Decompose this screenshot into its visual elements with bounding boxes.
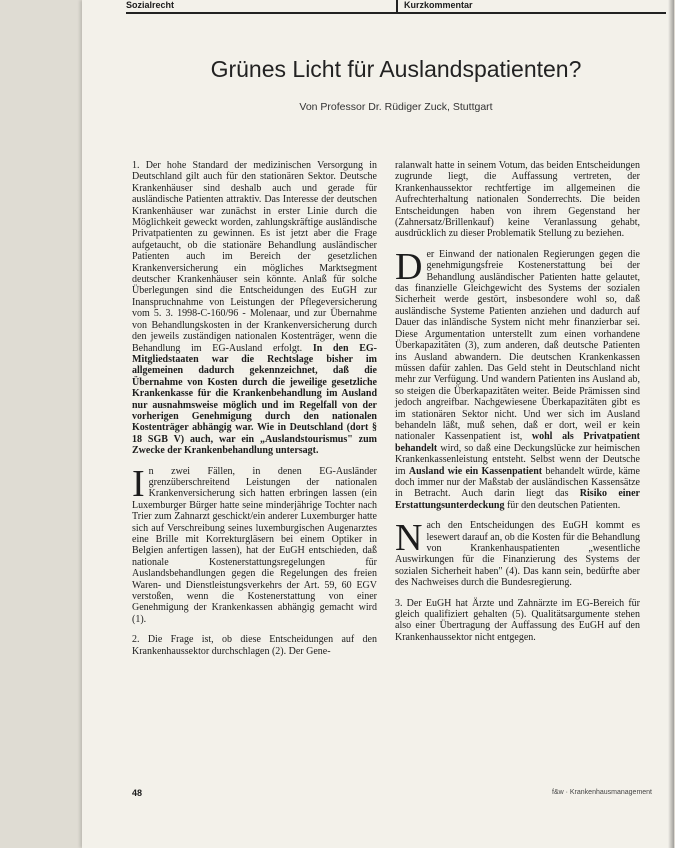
right-paragraph-4-text: 3. Der EuGH hat Ärzte und Zahnärzte im EG-Bereich für gleich qualifiziert gehalten (5). Qualitätsargumente stehen also einer Übertragung der Auffassung des EuGH auf den Krankenhaussektor nicht entgegen. bbox=[395, 597, 640, 643]
right-column bbox=[395, 160, 640, 652]
right-paragraph-2 bbox=[395, 245, 641, 511]
page-edge-shadow bbox=[668, 0, 674, 848]
left-dropcap: I bbox=[132, 462, 145, 505]
article-title: Grünes Licht für Auslandspatienten? bbox=[210, 56, 582, 82]
right-paragraph-2-bold-2: Ausland wie ein Kassenpatient bbox=[408, 465, 543, 477]
left-paragraph-3 bbox=[132, 634, 377, 657]
right-dropcap-d: D bbox=[395, 245, 423, 288]
page-number: 48 bbox=[132, 788, 143, 798]
running-header bbox=[126, 2, 666, 14]
right-paragraph-3 bbox=[395, 517, 640, 589]
right-paragraph-2-end: behandelt würde, käme doch immer nur der Maßstab der ausländischen Kassensätze in Betracht. Auch darin liegt das bbox=[395, 465, 640, 500]
right-paragraph-1 bbox=[395, 160, 640, 240]
page-sheet bbox=[82, 0, 674, 848]
right-paragraph-4 bbox=[395, 598, 640, 644]
left-paragraph-3-text: 2. Die Frage ist, ob diese Entscheidungen auf den Krankenhaussektor durchschlagen (2). Der Gene- bbox=[132, 634, 377, 657]
left-column bbox=[132, 160, 377, 666]
right-paragraph-3-text: ach den Entscheidungen des EuGH kommt es lesewert darauf an, ob die Kosten für die Behandlung von Krankenhauspatienten „wesentliche Auswirkungen für die Finanzierung des Systems der sozialen Sicherheit haben" (4). Das kann sein, bedürfte aber des Nachweises durch die Bundesregierung. bbox=[395, 520, 640, 589]
left-paragraph-2 bbox=[132, 462, 377, 626]
right-paragraph-2-bold-1: wohl als Privatpatient behandelt bbox=[395, 431, 641, 454]
header-section-right: Kurzkommentar bbox=[404, 0, 473, 10]
left-paragraph-2-text: n zwei Fällen, in denen EG-Ausländer grenzüberschreitend Leistungen der nationalen Krankenversicherung sich hatten erbringen lassen (ein Luxemburger Bürger hatte seine minderjährige Tochter nach Trier zum Zahnarzt geschickt/ein anderer Luxemburger hatte sich auf Verschreibung seines luxemburgischen Augenarztes eine Brille mit Korrekturgläsern bei einem Optiker in Belgien anfertigen lassen), hat der EuGH entschieden, daß nationale Kostenerstattungsregelungen für Auslandsbehandlungen gegen die Regelungen des freien Waren- und Dienstleistungsverkehrs der Art. 59, 60 EGV verstoßen, wenn die Kostenerstattung von einer Genehmigung der Krankenkassen abhängig gemacht wird (1). bbox=[132, 465, 377, 625]
right-paragraph-2-tail: für den deutschen Patienten. bbox=[506, 499, 621, 511]
left-paragraph-1-text: 1. Der hohe Standard der medizinischen Versorgung in Deutschland gilt auch für den stationären Sektor. Deutsche Krankenhäuser sind deshalb auch und gerade für ausländische Patienten attraktiv. Das Interesse der deutschen Krankenhäuser war zunächst in erster Linie durch die Möglichkeit geweckt worden, zahlungskräftige ausländische Privatpatienten zu gewinnen. Es ist jetzt aber die Frage aufgetaucht, ob die stationäre Behandlung ausländischer Patienten auch im Bereich der gesetzlichen Krankenversicherung ein mögliches Marktsegment deutscher Krankenhäuser sein könnte. Anlaß für solche Überlegungen sind die Entscheidungen des EuGH zur Inanspruchnahme von Leistungen der Pflegeversicherung vom 5. 3. 1998-C-160/96 - Molenaar, und zur Übernahme von Behandlungskosten in der Krankenversicherung durch den jeweils zuständigen nationalen Kostenträger, wenn die Behandlung im EG-Ausland erfolgt. bbox=[132, 160, 377, 354]
article-byline: Von Professor Dr. Rüdiger Zuck, Stuttgart bbox=[299, 101, 493, 113]
left-paragraph-1 bbox=[132, 160, 377, 457]
left-paragraph-1-bold: In den EG-Mitgliedstaaten war die Rechtslage bisher im allgemeinen dadurch gekennzeichnet, daß die Übernahme von Kosten durch die jeweilige gesetzliche Krankenkasse für die Krankenbehandlung im Ausland nur ausnahmsweise möglich und im Regelfall von der vorherigen Genehmigung durch den nationalen Kostenträger abhängig war. Wie in Deutschland (dort § 18 SGB V) auch, war ein „Auslandstourismus" zum Zwecke der Krankenbehandlung untersagt. bbox=[132, 342, 378, 457]
header-divider bbox=[396, 0, 398, 12]
right-paragraph-2-bold-3: Risiko einer Erstattungsunterdeckung bbox=[395, 488, 640, 511]
header-section-left: Sozialrecht bbox=[126, 0, 175, 10]
right-paragraph-2-mid: wird, so daß eine Deckungslücke zur heimischen Krankenkassenleistung entsteht. Selbst wenn der Deutsche im bbox=[395, 442, 640, 477]
right-paragraph-2-text: er Einwand der nationalen Regierungen gegen die genehmigungsfreie Kostenerstattung bei der Behandlung ausländischer Patienten hatte gelautet, das finanzielle Gleichgewicht des Systems der sozialen Sicherheit werde gestört, insbesondere wohl so, daß ausländische Systeme Patienten anziehen und dadurch auf Dauer das inländische System nicht mehr finanzierbar sei. Diese Argumentation unterstellt zum einen vorhandene Überkapazitäten (3), zum anderen, daß deutsche Patienten ins Ausland abwandern. Die deutschen Krankenkassen müssen dafür zahlen. Das Geld steht in Deutschland nicht mehr zur Verfügung. Und wandern Patienten ins Ausland ab, so steigen die Überkapazitäten weiter. Beide Prämissen sind jedoch angreifbar. Nachgewiesene Überkapazitäten gibt es im stationären Sektor nicht. Und wer sich im Ausland behandeln läßt, muß sehen, daß er dort, weil er kein nationaler Kassenpatient ist, bbox=[395, 248, 640, 443]
footer-imprint: f&w · Krankenhausmanagement bbox=[552, 789, 652, 796]
right-paragraph-1-text: ralanwalt hatte in seinem Votum, das beiden Entscheidungen zugrunde liegt, die Auffassung vertreten, der Krankenhaussektor rechtfertige im allgemeinen die Aufrechterhaltung nationalen Sonderrechts. Die beiden Entscheidungen haben von ihrem Gegenstand her (Zahnersatz/Brillenkauf) keine Veranlassung gehabt, ausdrücklich zu dieser Problematik Stellung zu beziehen. bbox=[395, 160, 640, 240]
right-dropcap-n: N bbox=[395, 517, 423, 560]
